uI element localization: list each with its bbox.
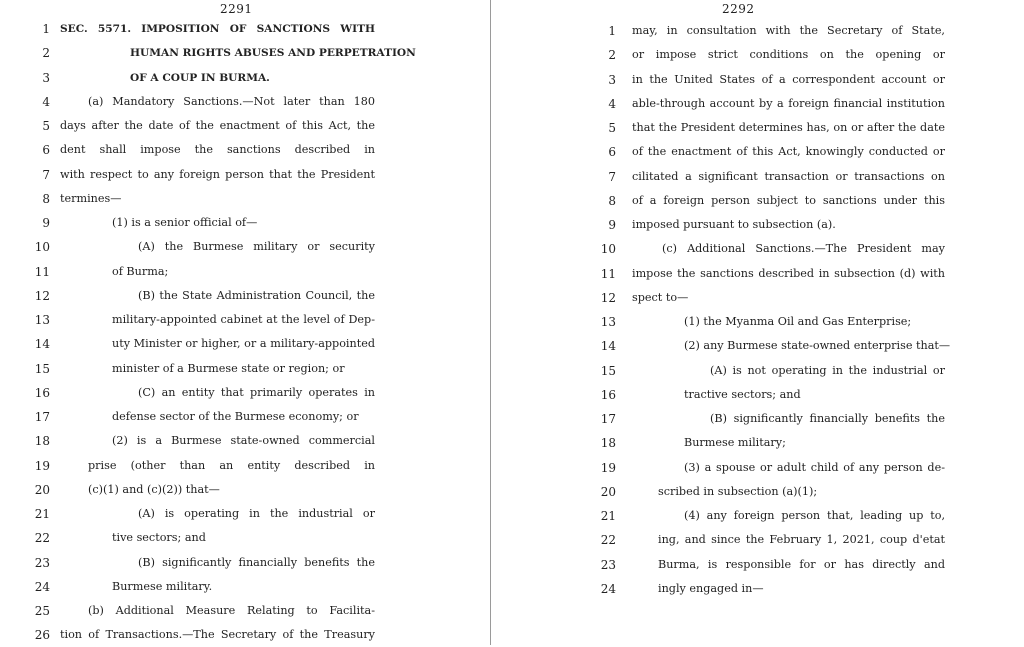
line-number: 21 xyxy=(600,509,616,523)
line-text: of Burma; xyxy=(112,264,169,278)
line-text: military-appointed cabinet at the level of Dep- xyxy=(112,313,375,326)
line-number: 6 xyxy=(608,145,616,160)
line-text: (B) significantly financially benefits the xyxy=(138,555,375,569)
text-line xyxy=(492,504,1024,528)
line-text: that the President determines has, on or after the date xyxy=(632,121,945,134)
text-line xyxy=(0,429,490,453)
line-text: (B) significantly financially benefits the xyxy=(710,412,945,425)
text-line xyxy=(492,286,1024,310)
line-text: prise (other than an entity described in xyxy=(88,458,375,472)
text-line xyxy=(492,19,1024,43)
line-text: ing, and since the February 1, 2021, coup d'etat xyxy=(658,533,945,547)
left-page xyxy=(0,0,490,645)
line-text: (b) Additional Measure Relating to Facilita- xyxy=(88,604,375,617)
text-line xyxy=(0,284,490,308)
line-text: (B) the State Administration Council, the xyxy=(138,288,375,302)
text-line xyxy=(0,211,490,235)
text-line xyxy=(492,310,1024,334)
line-text: ingly engaged in— xyxy=(658,581,764,595)
page-number: 2291 xyxy=(220,2,253,16)
text-line xyxy=(0,357,490,381)
text-line xyxy=(0,17,490,41)
line-text: termines— xyxy=(60,191,122,205)
line-text: days after the date of the enactment of this Act, the xyxy=(60,119,375,132)
line-text: tractive sectors; and xyxy=(684,387,801,401)
text-line xyxy=(492,165,1024,189)
line-number: 21 xyxy=(34,507,50,521)
line-number: 10 xyxy=(600,242,616,257)
line-text: cilitated a significant transaction or transactions on xyxy=(632,169,945,183)
text-line xyxy=(492,456,1024,480)
line-number: 25 xyxy=(34,604,50,618)
line-number: 24 xyxy=(600,581,616,596)
text-line xyxy=(492,383,1024,407)
text-line xyxy=(0,599,490,623)
line-text: HUMAN RIGHTS ABUSES AND PERPETRATION xyxy=(130,47,416,60)
line-number: 1 xyxy=(608,24,616,38)
line-text: minister of a Burmese state or region; or xyxy=(112,361,345,375)
line-number: 4 xyxy=(608,96,616,111)
text-line xyxy=(0,260,490,284)
line-number: 16 xyxy=(600,387,616,402)
line-text: with respect to any foreign person that the President xyxy=(60,167,375,181)
line-number: 15 xyxy=(34,361,50,376)
line-number: 4 xyxy=(42,94,50,109)
line-number: 15 xyxy=(600,363,616,378)
line-text: of the enactment of this Act, knowingly conducted or xyxy=(632,145,945,159)
text-line xyxy=(492,334,1024,358)
line-number: 18 xyxy=(600,436,616,451)
text-line xyxy=(492,577,1024,601)
page-number: 2292 xyxy=(722,2,755,16)
line-text: (c) Additional Sanctions.—The President may xyxy=(662,242,945,256)
line-text: (c)(1) and (c)(2)) that— xyxy=(88,482,220,496)
text-line xyxy=(492,528,1024,552)
line-number: 22 xyxy=(34,531,50,546)
line-number: 19 xyxy=(34,458,50,473)
line-number: 13 xyxy=(34,313,50,327)
line-number: 8 xyxy=(608,193,616,208)
line-number: 2 xyxy=(42,46,50,61)
line-number: 3 xyxy=(42,70,50,85)
line-text: (4) any foreign person that, leading up to, xyxy=(684,509,945,522)
line-text: defense sector of the Burmese economy; or xyxy=(112,410,359,423)
text-line xyxy=(0,502,490,526)
text-line xyxy=(0,187,490,211)
text-line xyxy=(0,551,490,575)
line-text: Burmese military; xyxy=(684,436,786,450)
line-number: 23 xyxy=(34,555,50,570)
line-text: SEC. 5571. IMPOSITION OF SANCTIONS WITH xyxy=(60,23,375,35)
line-number: 8 xyxy=(42,191,50,206)
line-number: 17 xyxy=(34,410,50,424)
text-line xyxy=(0,478,490,502)
line-number: 26 xyxy=(34,628,50,643)
text-line xyxy=(0,308,490,332)
line-text: able-through account by a foreign financial institution xyxy=(632,96,945,110)
text-line xyxy=(0,114,490,138)
text-line xyxy=(0,66,490,90)
text-line xyxy=(0,575,490,599)
line-number: 23 xyxy=(600,557,616,572)
line-text: OF A COUP IN BURMA. xyxy=(130,71,270,84)
line-text: Burmese military. xyxy=(112,579,213,593)
text-line xyxy=(492,140,1024,164)
line-number: 1 xyxy=(42,22,50,36)
line-text: tion of Transactions.—The Secretary of the Treasury xyxy=(60,628,375,642)
text-line xyxy=(492,213,1024,237)
text-line xyxy=(0,90,490,114)
page-divider xyxy=(490,0,491,645)
line-number: 5 xyxy=(42,119,50,133)
line-number: 20 xyxy=(600,484,616,499)
text-line xyxy=(492,407,1024,431)
line-text: spect to— xyxy=(632,290,689,304)
line-number: 12 xyxy=(600,290,616,305)
line-number: 7 xyxy=(42,167,50,182)
line-text: (A) is operating in the industrial or xyxy=(138,507,375,520)
line-number: 11 xyxy=(34,264,50,279)
line-number: 14 xyxy=(34,337,50,352)
line-text: (2) is a Burmese state-owned commercial xyxy=(112,434,375,448)
line-number: 14 xyxy=(600,339,616,354)
text-line xyxy=(492,68,1024,92)
line-number: 5 xyxy=(608,121,616,135)
line-text: dent shall impose the sanctions described in xyxy=(60,143,375,157)
line-text: scribed in subsection (a)(1); xyxy=(658,484,818,498)
text-line xyxy=(0,332,490,356)
line-number: 18 xyxy=(34,434,50,449)
text-line xyxy=(492,553,1024,577)
line-number: 7 xyxy=(608,169,616,184)
line-number: 19 xyxy=(600,460,616,475)
line-text: in the United States of a correspondent account or xyxy=(632,72,945,86)
line-text: Burma, is responsible for or has directly and xyxy=(658,557,945,571)
line-text: (1) the Myanma Oil and Gas Enterprise; xyxy=(684,315,912,328)
text-line xyxy=(492,189,1024,213)
line-text: (3) a spouse or adult child of any person de- xyxy=(684,460,945,474)
line-number: 16 xyxy=(34,385,50,400)
line-text: (C) an entity that primarily operates in xyxy=(138,385,375,399)
line-number: 17 xyxy=(600,412,616,426)
text-line xyxy=(492,43,1024,67)
text-line xyxy=(492,480,1024,504)
text-line xyxy=(0,623,490,647)
line-text: uty Minister or higher, or a military-appointed xyxy=(112,337,375,351)
text-line xyxy=(492,431,1024,455)
line-text: impose the sanctions described in subsection (d) with xyxy=(632,266,945,280)
text-line xyxy=(0,381,490,405)
text-line xyxy=(492,92,1024,116)
line-text: (a) Mandatory Sanctions.—Not later than 180 xyxy=(88,94,375,108)
text-line xyxy=(0,163,490,187)
line-text: tive sectors; and xyxy=(112,531,206,545)
line-number: 22 xyxy=(600,533,616,548)
line-text: (A) is not operating in the industrial or xyxy=(710,363,945,377)
line-number: 13 xyxy=(600,315,616,329)
text-line xyxy=(492,359,1024,383)
line-text: (1) is a senior official of— xyxy=(112,216,258,229)
line-number: 3 xyxy=(608,72,616,87)
right-page xyxy=(492,0,1024,645)
line-text: of a foreign person subject to sanctions under this xyxy=(632,193,945,207)
line-number: 6 xyxy=(42,143,50,158)
text-line xyxy=(0,235,490,259)
line-number: 12 xyxy=(34,288,50,303)
text-line xyxy=(0,41,490,65)
line-number: 20 xyxy=(34,482,50,497)
text-line xyxy=(492,262,1024,286)
text-line xyxy=(0,405,490,429)
line-number: 10 xyxy=(34,240,50,255)
line-text: may, in consultation with the Secretary of State, xyxy=(632,24,945,37)
line-number: 2 xyxy=(608,48,616,63)
line-number: 9 xyxy=(42,216,50,230)
line-text: imposed pursuant to subsection (a). xyxy=(632,218,836,231)
text-line xyxy=(492,237,1024,261)
line-number: 24 xyxy=(34,579,50,594)
text-line xyxy=(492,116,1024,140)
line-text: (2) any Burmese state-owned enterprise that— xyxy=(684,339,951,353)
line-number: 11 xyxy=(600,266,616,281)
text-line xyxy=(0,526,490,550)
line-text: (A) the Burmese military or security xyxy=(138,240,375,254)
text-line xyxy=(0,454,490,478)
text-line xyxy=(0,138,490,162)
line-number: 9 xyxy=(608,218,616,232)
line-text: or impose strict conditions on the opening or xyxy=(632,48,945,62)
